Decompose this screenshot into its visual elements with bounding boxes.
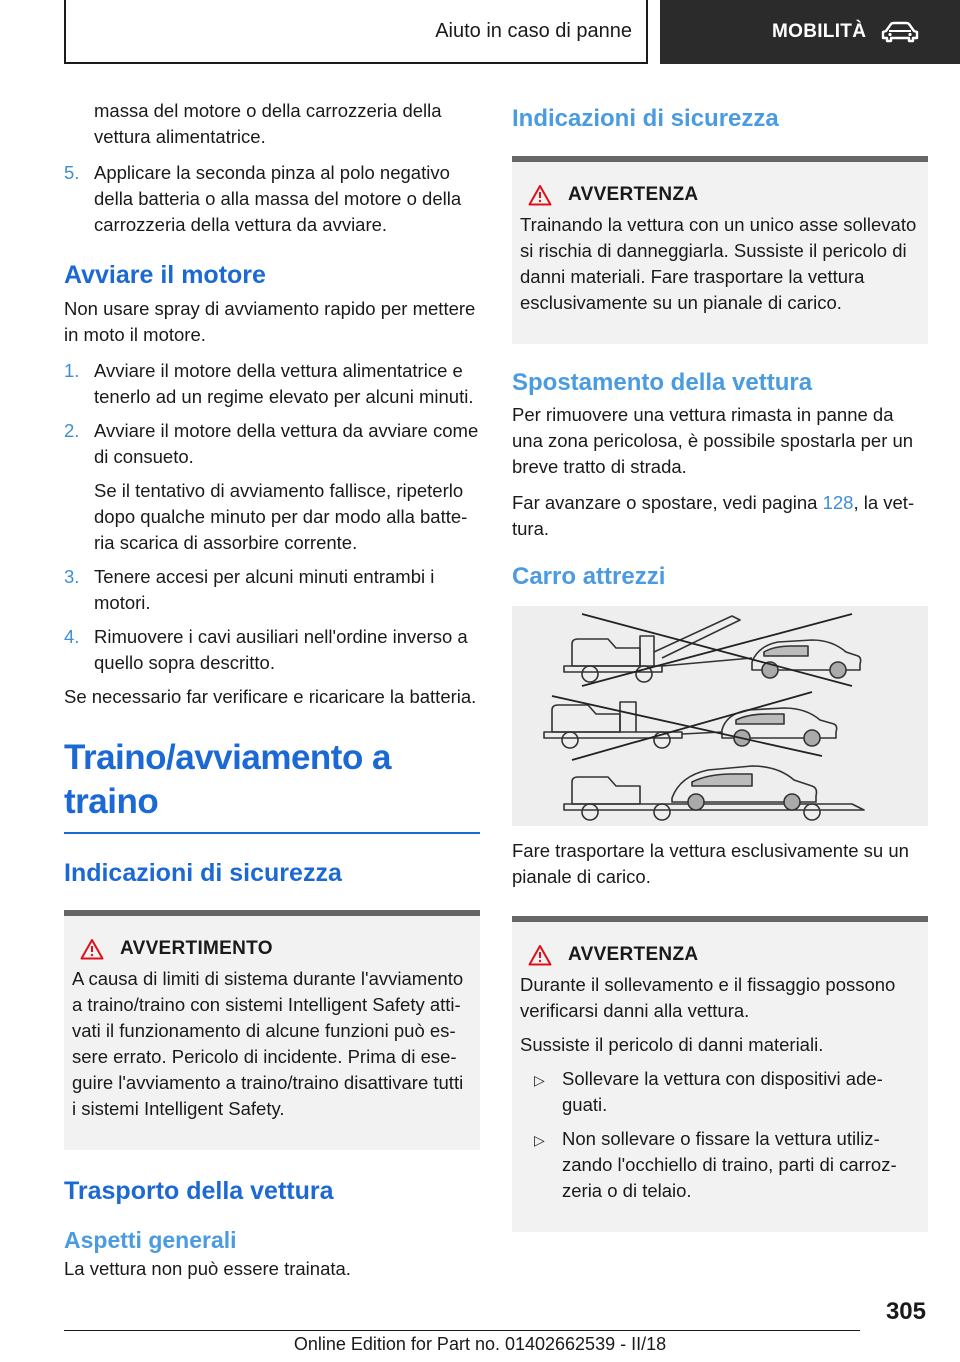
step-text: Avviare il motore della vettura da avviare come di consueto. [94, 420, 479, 467]
list-item [64, 358, 480, 410]
start-engine-intro: Non usare spray di avviamento rapido per mettere in moto il motore. [64, 298, 476, 345]
step-number: 3. [64, 566, 80, 587]
chapter-title: MOBILITÀ [772, 21, 867, 42]
warning-text: A causa di limiti di sistema durante l'avviamento a traino/traino con sistemi Intelligent Safety attivati il funzionamento di alcune funzioni può essere errato. Pericolo di incidente. Prima di eseguire l'avviamento a traino/traino disattivare tutti i sistemi Intelligent Safety. [72, 968, 464, 1119]
warning-title: AVVERTENZA [568, 944, 699, 965]
move-vehicle-text: Per rimuovere una vettura rimasta in panne da una zona pericolosa, è possibile spostarla per un breve tratto di strada. [512, 404, 914, 477]
step-number: 4. [64, 626, 80, 647]
battery-note: Se necessario far verificare e ricaricare la batteria. [64, 686, 477, 707]
step-extra-text: Se il tentativo di avviamento fallisce, ripeterlo dopo qualche minuto per dar modo alla batteria scarica di assorbire corrente. [94, 480, 468, 553]
safety-heading-left: Indicazioni di sicurezza [64, 859, 342, 887]
warning-text: Sussiste il pericolo di danni materiali. [520, 1034, 824, 1055]
start-engine-steps [64, 358, 480, 676]
edition-footer: Online Edition for Part no. 01402662539 - II/18 [293, 1334, 667, 1354]
warning-text: Durante il sollevamento e il fissaggio possono verificarsi danni alla vettura. [520, 974, 896, 1021]
warning-header [528, 184, 920, 206]
safety-heading-right: Indicazioni di sicurezza [512, 105, 779, 132]
warning-triangle-icon [80, 938, 104, 960]
bullet-triangle-icon: ▷ [534, 1072, 545, 1088]
reference-text-pre: Far avanzare o spostare, vedi pagina [512, 492, 823, 513]
flatbed-truck-row-3 [564, 766, 864, 820]
warning-box-intelligent-safety [64, 910, 480, 1150]
step-text: Tenere accesi per alcuni minuti entrambi i motori. [94, 566, 435, 613]
page-number: 305 [885, 1298, 926, 1325]
tow-truck-caption: Fare trasportare la vettura esclusivamente su un pianale di carico. [512, 840, 909, 887]
list-item [64, 624, 480, 676]
warning-header [80, 938, 472, 960]
left-column [64, 98, 480, 1292]
general-aspects-text: La vettura non può essere trainata. [64, 1258, 351, 1279]
tow-truck-heading: Carro attrezzi [512, 563, 666, 590]
bullet-triangle-icon: ▷ [534, 1132, 545, 1148]
list-item [64, 418, 480, 556]
warning-triangle-icon [528, 944, 552, 966]
right-column [512, 98, 928, 1232]
header-chapter-tab [660, 0, 960, 64]
continued-text: massa del motore o della carrozzeria della vettura alimentatrice. [94, 100, 442, 147]
chapter-title-towing: Traino/avviamento a traino [64, 736, 480, 834]
header-section-title [64, 0, 648, 64]
footer-divider [64, 1330, 860, 1331]
warning-box-towing [512, 156, 928, 344]
list-item [520, 1126, 920, 1204]
tow-truck-row-2 [544, 702, 837, 748]
reference-text-post: , la vettura. [512, 492, 915, 539]
warning-bullet-list [520, 1066, 920, 1204]
warning-triangle-icon [528, 184, 552, 206]
step-text: Avviare il motore della vettura alimentatrice e tenerlo ad un regime elevato per alcuni minuti. [94, 360, 474, 407]
list-item [520, 1066, 920, 1118]
step-text: Applicare la seconda pinza al polo negativo della batteria o alla massa del motore o della carrozzeria della vettura da avviare. [94, 162, 462, 235]
warning-text: Trainando la vettura con un unico asse sollevato si rischia di danneggiarla. Sussiste il pericolo di danni materiali. Fare trasportare la vettura esclusivamente su un pianale di carico. [520, 214, 917, 313]
move-vehicle-reference [512, 490, 928, 542]
move-vehicle-heading: Spostamento della vettura [512, 369, 813, 396]
warning-title: AVVERTIMENTO [120, 938, 273, 959]
list-item [64, 564, 480, 616]
tow-methods-figure [512, 606, 928, 826]
warning-header [528, 944, 920, 966]
transport-heading: Trasporto della vettura [64, 1177, 334, 1205]
step-text: Rimuovere i cavi ausiliari nell'ordine inverso a quello sopra descritto. [94, 626, 468, 673]
car-icon [880, 21, 920, 43]
section-title: Aiuto in caso di panne [435, 19, 632, 42]
warning-title: AVVERTENZA [568, 184, 699, 205]
start-engine-heading: Avviare il motore [64, 261, 266, 289]
step-number: 2. [64, 420, 80, 441]
step-number: 5. [64, 162, 80, 183]
tow-truck-illustration [512, 606, 928, 826]
step-number: 1. [64, 360, 80, 381]
general-aspects-heading: Aspetti generali [64, 1227, 237, 1253]
warning-box-lifting [512, 916, 928, 1232]
page-link-128[interactable]: 128 [822, 492, 854, 513]
bullet-text: Sollevare la vettura con dispositivi adeguati. [562, 1068, 883, 1115]
bullet-text: Non sollevare o fissare la vettura utilizzando l'occhiello di traino, parti di carrozzeria o di telaio. [562, 1128, 897, 1201]
jump-start-step-5 [64, 160, 480, 238]
list-item [64, 160, 480, 238]
